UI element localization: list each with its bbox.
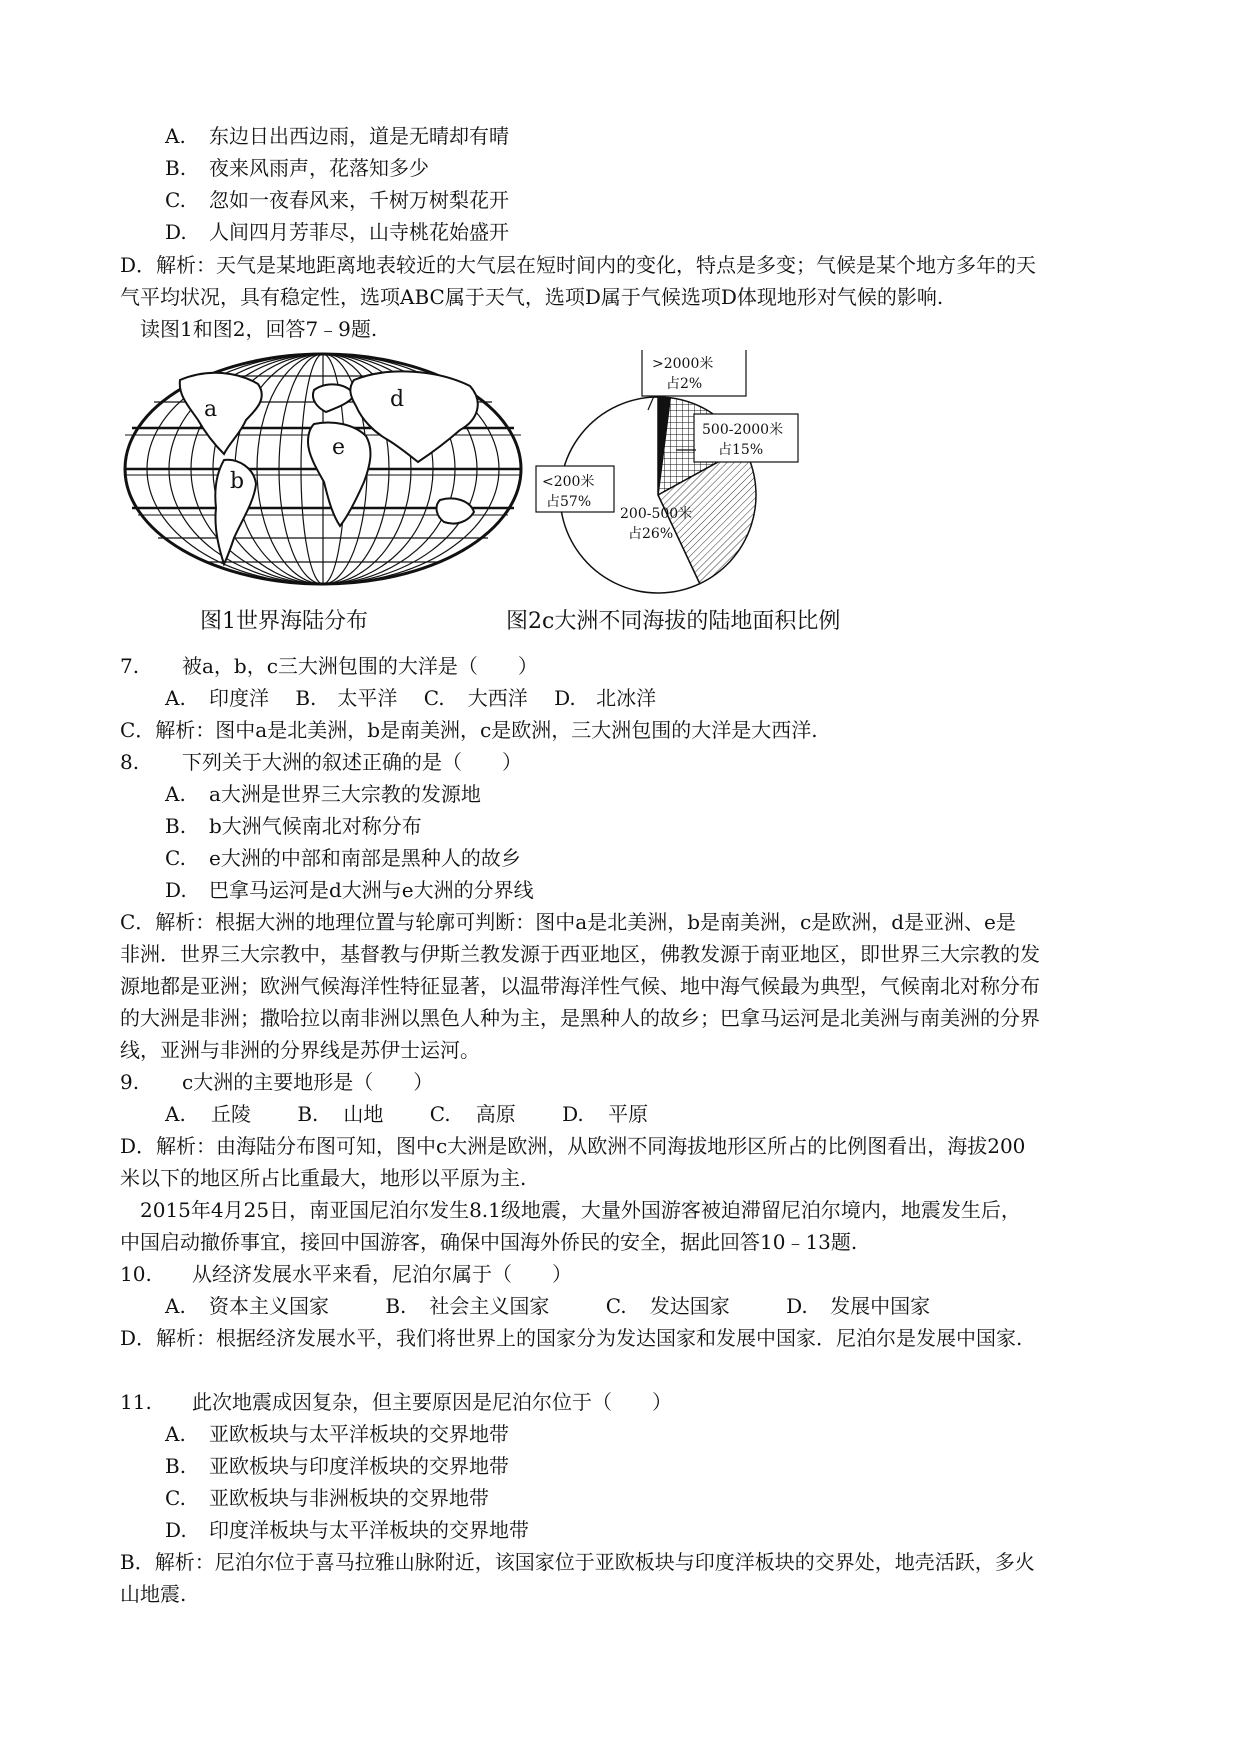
map-label-d: d [390, 387, 405, 412]
q7-options: A. 印度洋 B. 太平洋 C. 大西洋 D. 北冰洋 [165, 686, 657, 710]
slice-label-share: 占2% [666, 376, 703, 392]
intro-7-9: 读图1和图2，回答7﹣9题. [140, 317, 378, 341]
q6-analysis-line: 气平均状况，具有稳定性，选项ABC属于天气，选项D属于气候选项D体现地形对气候的影响. [120, 285, 944, 309]
slice-label-share: 占57% [546, 494, 592, 510]
figure-area [118, 350, 898, 636]
q11-option-d: D. 印度洋板块与太平洋板块的交界地带 [165, 1518, 529, 1542]
slice-label-range: >2000米 [652, 356, 714, 372]
intro-10-13-line: 中国启动撤侨事宜，接回中国游客，确保中国海外侨民的安全，据此回答10﹣13题. [120, 1230, 858, 1254]
q8-analysis-line: 非洲．世界三大宗教中，基督教与伊斯兰教发源于西亚地区，佛教发源于南亚地区，即世界三大宗教的发 [120, 942, 1040, 966]
q11-option-a: A. 亚欧板块与太平洋板块的交界地带 [165, 1422, 509, 1446]
q8-analysis-line: 线，亚洲与非洲的分界线是苏伊士运河。 [120, 1038, 480, 1062]
q11-analysis-line: B．解析：尼泊尔位于喜马拉雅山脉附近，该国家位于亚欧板块与印度洋板块的交界处，地壳活跃，多火 [120, 1550, 1035, 1574]
q8-option-b: B. b大洲气候南北对称分布 [165, 814, 422, 838]
slice-label-range: 200-500米 [620, 506, 693, 522]
q9-analysis-line: 米以下的地区所占比重最大，地形以平原为主. [120, 1166, 527, 1190]
q9-stem: 9. c大洲的主要地形是（ ） [120, 1070, 434, 1094]
intro-10-13-line: 2015年4月25日，南亚国尼泊尔发生8.1级地震，大量外国游客被迫滞留尼泊尔境内，地震发生后， [140, 1198, 1021, 1222]
q11-analysis-line: 山地震. [120, 1582, 187, 1606]
q10-stem: 10. 从经济发展水平来看，尼泊尔属于（ ） [120, 1262, 572, 1286]
map-label-a: a [204, 397, 218, 422]
fig2-caption: 图2c大洲不同海拔的陆地面积比例 [506, 609, 841, 634]
q6-option-b: B. 夜来风雨声，花落知多少 [165, 156, 429, 180]
q6-option-c: C. 忽如一夜春风来，千树万树梨花开 [165, 188, 509, 212]
q11-option-c: C. 亚欧板块与非洲板块的交界地带 [165, 1486, 489, 1510]
q10-options: A. 资本主义国家 B. 社会主义国家 C. 发达国家 D. 发展中国家 [165, 1294, 931, 1318]
q9-analysis-line: D．解析：由海陆分布图可知，图中c大洲是欧洲，从欧洲不同海拔地形区所占的比例图看出，海拔200 [120, 1134, 1026, 1158]
q7-stem: 7. 被a，b，c三大洲包围的大洋是（ ） [120, 654, 538, 678]
q11-stem: 11. 此次地震成因复杂，但主要原因是尼泊尔位于（ ） [120, 1390, 672, 1414]
q8-option-c: C. e大洲的中部和南部是黑种人的故乡 [165, 846, 521, 870]
q10-analysis: D．解析：根据经济发展水平，我们将世界上的国家分为发达国家和发展中国家．尼泊尔是发展中国家. [120, 1326, 1023, 1350]
q8-option-d: D. 巴拿马运河是d大洲与e大洲的分界线 [165, 878, 534, 902]
q6-option-a: A. 东边日出西边雨，道是无晴却有晴 [165, 124, 509, 148]
q6-option-d: D. 人间四月芳菲尽，山寺桃花始盛开 [165, 220, 509, 244]
fig1-caption: 图1世界海陆分布 [200, 609, 368, 634]
figure-graphics [118, 350, 898, 636]
q8-option-a: A. a大洲是世界三大宗教的发源地 [165, 782, 481, 806]
slice-label-share: 占26% [628, 526, 674, 542]
q8-analysis-line: 源地都是亚洲；欧洲气候海洋性特征显著，以温带海洋性气候、地中海气候最为典型，气候南北对称分布 [120, 974, 1040, 998]
slice-label-range: 500-2000米 [702, 422, 784, 438]
slice-label-share: 占15% [718, 442, 764, 458]
q7-analysis: C．解析：图中a是北美洲，b是南美洲，c是欧洲，三大洲包围的大洋是大西洋. [120, 718, 818, 742]
map-label-b: b [230, 469, 245, 494]
q8-stem: 8. 下列关于大洲的叙述正确的是（ ） [120, 750, 522, 774]
q6-analysis-line: D．解析：天气是某地距离地表较近的大气层在短时间内的变化，特点是多变；气候是某个地方多年的天 [120, 253, 1037, 277]
q9-options: A. 丘陵 B. 山地 C. 高原 D. 平原 [165, 1102, 649, 1126]
q8-analysis-line: 的大洲是非洲；撒哈拉以南非洲以黑色人种为主，是黑种人的故乡；巴拿马运河是北美洲与南美洲的分界 [120, 1006, 1040, 1030]
q8-analysis-line: C．解析：根据大洲的地理位置与轮廓可判断：图中a是北美洲，b是南美洲，c是欧洲，d是亚洲、e是 [120, 910, 1016, 934]
map-label-e: e [332, 435, 346, 460]
q11-option-b: B. 亚欧板块与印度洋板块的交界地带 [165, 1454, 509, 1478]
slice-label-range: <200米 [542, 474, 595, 490]
